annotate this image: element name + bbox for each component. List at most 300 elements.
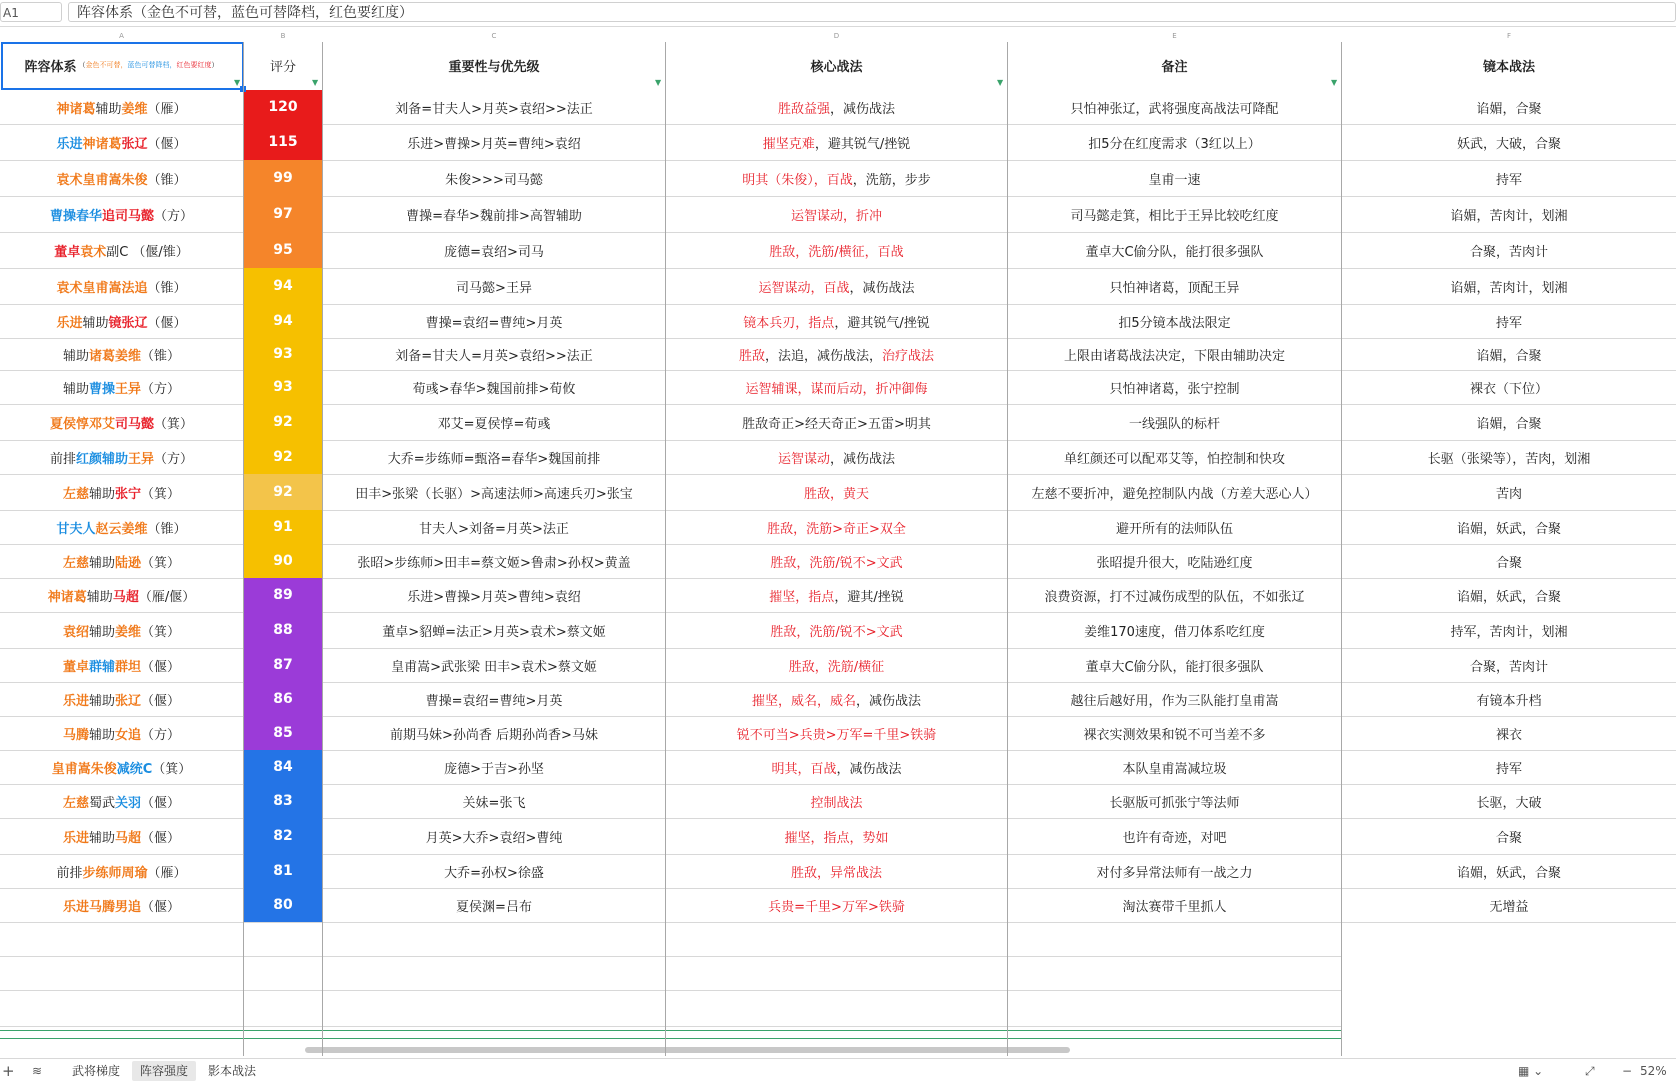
- text-run: ，减伤战法: [830, 101, 896, 117]
- priority-cell[interactable]: 关妹=张飞: [462, 795, 526, 811]
- text-run: 镜本兵刃，指点: [743, 315, 835, 331]
- notes-cell[interactable]: 董卓大C偷分队，能打很多强队: [1085, 244, 1264, 260]
- notes-cell[interactable]: 左慈不要折冲，避免控制队内战（方差大恶心人）: [1031, 486, 1318, 502]
- header-notes[interactable]: 备注: [1161, 59, 1188, 75]
- priority-cell[interactable]: 庞德=袁绍>司马: [444, 244, 544, 260]
- header-mirror-tactics[interactable]: 镜本战法: [1482, 59, 1535, 75]
- text-run: 朱俊: [90, 761, 117, 777]
- lineup-cell[interactable]: [0, 510, 243, 544]
- mirror-tactics-cell[interactable]: 谄媚，苦肉计，划湘: [1450, 208, 1568, 224]
- zoom-level[interactable]: 52%: [1640, 1064, 1667, 1078]
- priority-cell[interactable]: 庞德>于吉>孙坚: [444, 761, 544, 777]
- mirror-tactics-cell[interactable]: 长驱，大破: [1476, 795, 1542, 811]
- text-run: 姜维: [115, 624, 142, 640]
- text-run: 运智谋动，折冲: [790, 208, 882, 224]
- text-run: （偃）: [147, 136, 187, 152]
- lineup-cell[interactable]: [0, 124, 243, 160]
- lineup-cell[interactable]: [0, 612, 243, 648]
- notes-cell[interactable]: 董卓大C偷分队，能打很多强队: [1085, 659, 1264, 675]
- score-cell[interactable]: 93: [244, 338, 322, 370]
- header-lineup[interactable]: 阵容体系 （金色不可替，蓝色可替降档，红色要红度）: [24, 59, 219, 75]
- lineup-cell[interactable]: [0, 544, 243, 578]
- notes-cell[interactable]: 司马懿走箕，相比于王异比较吃红度: [1070, 208, 1279, 224]
- core-tactics-cell[interactable]: [666, 818, 1007, 854]
- priority-cell[interactable]: 夏侯渊=吕布: [456, 899, 532, 915]
- mirror-tactics-cell[interactable]: 苦肉: [1495, 486, 1522, 502]
- mirror-tactics-cell[interactable]: 持军: [1495, 315, 1522, 331]
- table-row: [0, 90, 1676, 125]
- zoom-out-icon[interactable]: −: [1622, 1064, 1633, 1078]
- add-sheet-icon[interactable]: +: [2, 1062, 15, 1080]
- mirror-tactics-cell[interactable]: 合聚: [1495, 830, 1522, 846]
- notes-cell[interactable]: 张昭提升很大，吃陆逊红度: [1096, 555, 1253, 571]
- text-run: （方）: [154, 208, 194, 224]
- text-run: 明其（朱俊），百战: [742, 172, 853, 188]
- text-run: （雁/偃）: [138, 589, 196, 605]
- table-row: [0, 474, 1676, 511]
- text-run: 胜敌，异常战法: [790, 865, 882, 881]
- notes-cell[interactable]: 上限由诸葛战法决定，下限由辅助决定: [1063, 348, 1285, 364]
- text-run: 乐进: [56, 136, 83, 152]
- score-cell[interactable]: 89: [244, 578, 322, 612]
- mirror-tactics-cell[interactable]: 谄媚，合聚: [1476, 348, 1542, 364]
- score-cell[interactable]: 97: [244, 196, 322, 232]
- table-row: [0, 888, 1676, 923]
- text-run: 姜维: [115, 348, 142, 364]
- header-score[interactable]: 评分: [269, 59, 296, 75]
- text-run: 皇甫嵩: [51, 761, 91, 777]
- core-tactics-cell[interactable]: [666, 196, 1007, 232]
- notes-cell[interactable]: 单红颜还可以配邓艾等，怕控制和快攻: [1063, 451, 1285, 467]
- score-cell[interactable]: 92: [244, 440, 322, 474]
- mirror-tactics-cell[interactable]: 合聚，苦肉计: [1469, 244, 1548, 260]
- formula-bar: [0, 0, 1676, 27]
- text-run: ，减伤战法: [830, 451, 896, 467]
- priority-cell[interactable]: 前期马妹>孙尚香 后期孙尚香>马妹: [390, 727, 598, 743]
- tab-wujiang[interactable]: 武将梯度: [72, 1064, 121, 1078]
- text-run: 摧坚，指点，势如: [784, 830, 889, 846]
- lineup-cell[interactable]: [0, 196, 243, 232]
- score-cell[interactable]: 115: [244, 124, 322, 160]
- table-row: [0, 682, 1676, 717]
- lineup-cell[interactable]: [0, 160, 243, 196]
- priority-cell[interactable]: 月英>大乔>袁绍>曹纯: [425, 830, 563, 846]
- text-run: 朱俊: [121, 172, 148, 188]
- table-row: [0, 510, 1676, 545]
- text-run: 运智谋动: [777, 451, 830, 467]
- core-tactics-cell[interactable]: [666, 578, 1007, 612]
- table-row: [0, 612, 1676, 649]
- text-run: 胜敌奇正>经天奇正>五雷>明其: [742, 416, 931, 432]
- notes-cell[interactable]: 越往后越好用，作为三队能打皇甫嵩: [1070, 693, 1279, 709]
- lineup-cell[interactable]: [0, 578, 243, 612]
- notes-cell[interactable]: 扣5分镜本战法限定: [1118, 315, 1231, 331]
- priority-cell[interactable]: 乐进>曹操>月英>曹纯>袁绍: [407, 589, 581, 605]
- text-run: （锥）: [147, 521, 187, 537]
- horizontal-scrollbar[interactable]: [305, 1047, 1070, 1053]
- text-run: 男追: [115, 899, 142, 915]
- table-row: [0, 160, 1676, 197]
- text-run: 副C （偃/锥）: [106, 244, 189, 260]
- priority-cell[interactable]: 张昭>步练师>田丰=蔡文姬>鲁肃>孙权>黄盖: [357, 555, 631, 571]
- lineup-cell[interactable]: [0, 232, 243, 268]
- table-row: [0, 440, 1676, 475]
- core-tactics-cell[interactable]: [666, 90, 1007, 124]
- mirror-tactics-cell[interactable]: 谄媚，合聚: [1476, 416, 1542, 432]
- core-tactics-cell[interactable]: [666, 304, 1007, 338]
- text-run: 张辽: [115, 693, 142, 709]
- notes-cell[interactable]: 长驱版可抓张宁等法师: [1109, 795, 1240, 811]
- notes-cell[interactable]: 只怕神诸葛，张宁控制: [1109, 381, 1240, 397]
- text-run: 前排: [56, 865, 83, 881]
- text-run: 控制战法: [810, 795, 863, 811]
- text-run: （偃）: [141, 795, 181, 811]
- sheet-list-icon[interactable]: ≋: [32, 1064, 43, 1078]
- text-run: 追司马懿: [102, 208, 155, 224]
- notes-cell[interactable]: 避开所有的法师队伍: [1115, 521, 1233, 537]
- core-tactics-cell[interactable]: [666, 160, 1007, 196]
- priority-cell[interactable]: 荀彧>春华>魏国前排>荀攸: [412, 381, 576, 397]
- text-run: （锥）: [141, 348, 181, 364]
- text-run: 陆逊: [115, 555, 142, 571]
- core-tactics-cell[interactable]: [666, 124, 1007, 160]
- mirror-tactics-cell[interactable]: 有镜本升档: [1476, 693, 1542, 709]
- lineup-cell[interactable]: [0, 888, 243, 922]
- core-tactics-cell[interactable]: [666, 888, 1007, 922]
- column-divider: [1007, 42, 1008, 1056]
- text-run: 摧坚，威名，威名: [751, 693, 856, 709]
- score-cell[interactable]: 90: [244, 544, 322, 578]
- lineup-cell[interactable]: [0, 750, 243, 784]
- column-letter[interactable]: E: [1172, 32, 1177, 40]
- empty-row[interactable]: [0, 990, 1342, 1027]
- notes-cell[interactable]: 裸衣实测效果和锐不可当差不多: [1083, 727, 1266, 743]
- mirror-tactics-cell[interactable]: 妖武，大破，合聚: [1456, 136, 1561, 152]
- notes-cell[interactable]: 本队皇甫嵩减垃圾: [1122, 761, 1227, 777]
- priority-cell[interactable]: 田丰>张梁（长驱）>高速法师>高速兵刃>张宝: [355, 486, 633, 502]
- score-cell[interactable]: 83: [244, 784, 322, 818]
- text-run: 辅助: [86, 589, 113, 605]
- text-run: 减统C: [116, 761, 153, 777]
- priority-cell[interactable]: 曹操=春华>魏前排>高智辅助: [406, 208, 582, 224]
- text-run: （偃）: [141, 693, 181, 709]
- text-run: 步练师: [82, 865, 122, 881]
- score-cell[interactable]: 93: [244, 370, 322, 404]
- priority-cell[interactable]: 邓艾=夏侯惇=荀彧: [437, 416, 551, 432]
- score-cell[interactable]: 88: [244, 612, 322, 648]
- priority-cell[interactable]: 刘备=甘夫人>月英>袁绍>>法正: [395, 101, 593, 117]
- text-run: 甘夫人: [56, 521, 96, 537]
- lineup-cell[interactable]: [0, 338, 243, 370]
- table-row: [0, 578, 1676, 613]
- text-run: ，减伤战法: [849, 280, 915, 296]
- notes-cell[interactable]: 皇甫一速: [1148, 172, 1201, 188]
- text-run: （雁）: [147, 865, 187, 881]
- text-run: 辅助: [88, 727, 115, 743]
- mirror-tactics-cell[interactable]: 裸衣: [1495, 727, 1522, 743]
- text-run: 夏侯惇: [49, 416, 89, 432]
- text-run: 乐进: [62, 899, 89, 915]
- filter-icon[interactable]: ▼: [655, 78, 662, 87]
- score-cell[interactable]: 86: [244, 682, 322, 716]
- lineup-cell[interactable]: [0, 716, 243, 750]
- text-run: 姜维: [121, 521, 148, 537]
- table-row: [0, 124, 1676, 161]
- text-run: 胜敌，洗筋/横征，百战: [769, 244, 904, 260]
- lineup-cell[interactable]: [0, 784, 243, 818]
- text-run: （锥）: [147, 172, 187, 188]
- text-run: 皇甫嵩: [82, 280, 122, 296]
- column-divider: [1341, 42, 1342, 1056]
- text-run: 红颜辅助: [75, 451, 128, 467]
- core-tactics-cell[interactable]: [666, 854, 1007, 888]
- priority-cell[interactable]: 大乔=步练师=甄洛=春华>魏国前排: [387, 451, 601, 467]
- core-tactics-cell[interactable]: [666, 404, 1007, 440]
- text-run: （箕）: [154, 416, 194, 432]
- text-run: 左慈: [62, 486, 89, 502]
- text-run: （偃）: [141, 659, 181, 675]
- text-run: 蜀武: [88, 795, 115, 811]
- priority-cell[interactable]: 曹操=袁绍=曹纯>月英: [425, 315, 563, 331]
- column-divider: [322, 42, 323, 1056]
- lineup-cell[interactable]: [0, 304, 243, 338]
- text-run: ，减伤战法: [836, 761, 902, 777]
- text-run: 马腾: [88, 899, 115, 915]
- score-cell[interactable]: 84: [244, 750, 322, 784]
- priority-cell[interactable]: 甘夫人>刘备=月英>法正: [419, 521, 569, 537]
- header-priority[interactable]: 重要性与优先级: [448, 59, 540, 75]
- core-tactics-cell[interactable]: [666, 544, 1007, 578]
- mirror-tactics-cell[interactable]: 谄媚，妖武，合聚: [1456, 865, 1561, 881]
- text-run: 辅助: [62, 348, 89, 364]
- text-run: 胜敌，洗筋>奇正>双全: [767, 521, 906, 537]
- text-run: ，避其/挫锐: [834, 589, 904, 605]
- text-run: ，洗筋，步步: [852, 172, 931, 188]
- notes-cell[interactable]: 浪费资源，打不过减伤成型的队伍，不如张辽: [1044, 589, 1305, 605]
- text-run: 袁绍: [62, 624, 89, 640]
- tab-lineup[interactable]: 阵容强度: [132, 1061, 196, 1081]
- text-run: 曹操: [88, 381, 115, 397]
- name-box[interactable]: A1: [0, 2, 62, 22]
- score-cell[interactable]: 87: [244, 648, 322, 682]
- text-run: 法追: [121, 280, 148, 296]
- mirror-tactics-cell[interactable]: 谄媚，妖武，合聚: [1456, 589, 1561, 605]
- core-tactics-cell[interactable]: [666, 338, 1007, 370]
- core-tactics-cell[interactable]: [666, 648, 1007, 682]
- mirror-tactics-cell[interactable]: 无增益: [1489, 899, 1529, 915]
- text-run: ，法追，减伤战法，: [764, 348, 882, 364]
- core-tactics-cell[interactable]: [666, 370, 1007, 404]
- text-run: 治疗战法: [882, 348, 935, 364]
- table-row: [0, 648, 1676, 683]
- mirror-tactics-cell[interactable]: 合聚: [1495, 555, 1522, 571]
- table-row: [0, 750, 1676, 785]
- lineup-cell[interactable]: [0, 90, 243, 124]
- notes-cell[interactable]: 也许有奇迹，对吧: [1122, 830, 1227, 846]
- core-tactics-cell[interactable]: [666, 268, 1007, 304]
- mirror-tactics-cell[interactable]: 长驱（张梁等），苦肉，划湘: [1427, 451, 1591, 467]
- notes-cell[interactable]: 只怕神张辽，武将强度高战法可降配: [1070, 101, 1279, 117]
- filter-icon[interactable]: ▼: [312, 78, 319, 87]
- text-run: 神诸葛: [56, 101, 96, 117]
- sheet-tab-bar: [0, 1058, 1676, 1083]
- priority-cell[interactable]: 皇甫嵩>武张梁 田丰>袁术>蔡文姬: [391, 659, 597, 675]
- fullscreen-icon[interactable]: ⤢: [1585, 1064, 1595, 1078]
- text-run: （箕）: [141, 624, 181, 640]
- empty-row[interactable]: [0, 922, 1342, 957]
- core-tactics-cell[interactable]: [666, 510, 1007, 544]
- text-run: 群辅: [88, 659, 115, 675]
- text-run: （锥）: [147, 280, 187, 296]
- notes-cell[interactable]: 一线强队的标杆: [1128, 416, 1220, 432]
- core-tactics-cell[interactable]: [666, 784, 1007, 818]
- table-row: [0, 818, 1676, 855]
- table-row: [0, 784, 1676, 819]
- mirror-tactics-cell[interactable]: 裸衣（下位）: [1469, 381, 1548, 397]
- empty-row[interactable]: [0, 956, 1342, 991]
- score-cell[interactable]: 91: [244, 510, 322, 544]
- notes-cell[interactable]: 只怕神诸葛，顶配王异: [1109, 280, 1240, 296]
- text-run: （方）: [154, 451, 194, 467]
- core-tactics-cell[interactable]: [666, 440, 1007, 474]
- filter-icon[interactable]: ▼: [234, 78, 241, 87]
- priority-cell[interactable]: 朱俊>>>司马懿: [445, 172, 543, 188]
- text-run: ，减伤战法: [856, 693, 922, 709]
- text-run: 姜维: [121, 101, 148, 117]
- score-cell[interactable]: 92: [244, 404, 322, 440]
- notes-cell[interactable]: 扣5分在红度需求（3红以上）: [1088, 136, 1261, 152]
- mirror-tactics-cell[interactable]: 谄媚，合聚: [1476, 101, 1542, 117]
- score-cell[interactable]: 94: [244, 268, 322, 304]
- core-tactics-cell[interactable]: [666, 750, 1007, 784]
- priority-cell[interactable]: 乐进>曹操>月英=曹纯>袁绍: [407, 136, 581, 152]
- table-row: [0, 716, 1676, 751]
- text-run: 司马懿: [115, 416, 155, 432]
- column-letter[interactable]: D: [833, 32, 840, 40]
- table-row: [0, 304, 1676, 339]
- score-cell[interactable]: 95: [244, 232, 322, 268]
- column-divider: [665, 42, 666, 1056]
- text-run: 董卓: [62, 659, 89, 675]
- notes-cell[interactable]: 对付多异常法师有一战之力: [1096, 865, 1253, 881]
- text-run: （偃）: [147, 315, 187, 331]
- text-run: 诸葛: [88, 348, 115, 364]
- score-cell[interactable]: 81: [244, 854, 322, 888]
- core-tactics-cell[interactable]: [666, 612, 1007, 648]
- lineup-cell[interactable]: [0, 854, 243, 888]
- column-letter[interactable]: A: [119, 32, 124, 40]
- filter-icon[interactable]: ▼: [997, 78, 1004, 87]
- table-row: [0, 268, 1676, 305]
- text-run: 辅助: [88, 693, 115, 709]
- text-run: 摧坚克难: [762, 136, 815, 152]
- text-run: 辅助: [88, 624, 115, 640]
- text-run: 关羽: [115, 795, 142, 811]
- mirror-tactics-cell[interactable]: 谄媚，苦肉计，划湘: [1450, 280, 1568, 296]
- text-run: 运智辅课，谋而后动，折冲御侮: [745, 381, 928, 397]
- score-cell[interactable]: 85: [244, 716, 322, 750]
- text-run: 胜敌: [738, 348, 765, 364]
- score-cell[interactable]: 92: [244, 474, 322, 510]
- column-letter[interactable]: B: [280, 32, 286, 40]
- lineup-cell[interactable]: [0, 404, 243, 440]
- core-tactics-cell[interactable]: [666, 232, 1007, 268]
- filter-icon[interactable]: ▼: [1331, 78, 1338, 87]
- lineup-cell[interactable]: [0, 818, 243, 854]
- core-tactics-cell[interactable]: [666, 474, 1007, 510]
- view-mode-icon[interactable]: ▦ ⌄: [1518, 1064, 1544, 1078]
- mirror-tactics-cell[interactable]: 谄媚，妖武，合聚: [1456, 521, 1561, 537]
- mirror-tactics-cell[interactable]: 合聚，苦肉计: [1469, 659, 1548, 675]
- core-tactics-cell[interactable]: [666, 716, 1007, 750]
- text-run: 马腾: [62, 727, 89, 743]
- text-run: 乐进: [56, 315, 83, 331]
- lineup-cell[interactable]: [0, 474, 243, 510]
- text-run: 马超: [112, 589, 139, 605]
- text-run: 运智谋动，百战: [758, 280, 850, 296]
- text-run: 袁术: [56, 172, 83, 188]
- table-row: [0, 338, 1676, 371]
- freeze-line: [0, 1030, 1342, 1031]
- text-run: 王异: [128, 451, 155, 467]
- lineup-cell[interactable]: [0, 648, 243, 682]
- score-cell[interactable]: 99: [244, 160, 322, 196]
- lineup-cell[interactable]: [0, 440, 243, 474]
- score-cell[interactable]: 120: [244, 90, 322, 124]
- priority-cell[interactable]: 曹操=袁绍=曹纯>月英: [425, 693, 563, 709]
- tab-mirror[interactable]: 影本战法: [208, 1064, 257, 1078]
- lineup-cell[interactable]: [0, 268, 243, 304]
- text-run: 辅助: [88, 555, 115, 571]
- column-letter[interactable]: F: [1506, 32, 1512, 40]
- header-core-tactics[interactable]: 核心战法: [810, 59, 863, 75]
- text-run: 前排: [49, 451, 76, 467]
- table-row: [0, 370, 1676, 405]
- text-run: （偃）: [141, 899, 181, 915]
- mirror-tactics-cell[interactable]: 持军: [1495, 172, 1522, 188]
- text-run: 皇甫嵩: [82, 172, 122, 188]
- score-cell[interactable]: 94: [244, 304, 322, 338]
- column-divider: [243, 42, 244, 1056]
- text-run: 胜敌，黄天: [803, 486, 869, 502]
- lineup-cell[interactable]: [0, 370, 243, 404]
- formula-input[interactable]: 阵容体系（金色不可替，蓝色可替降档，红色要红度）: [68, 2, 1676, 22]
- text-run: 辅助: [88, 486, 115, 502]
- mirror-tactics-cell[interactable]: 持军: [1495, 761, 1522, 777]
- text-run: 胜敌益强: [777, 101, 830, 117]
- priority-cell[interactable]: 司马懿>王异: [456, 280, 532, 296]
- notes-cell[interactable]: 淘汰赛带千里抓人: [1122, 899, 1227, 915]
- text-run: （箕）: [152, 761, 192, 777]
- priority-cell[interactable]: 董卓>貂蝉=法正>月英>袁术>蔡文姬: [382, 624, 606, 640]
- text-run: （偃）: [141, 830, 181, 846]
- text-run: 张辽: [121, 136, 148, 152]
- text-run: 辅助: [82, 315, 109, 331]
- score-cell[interactable]: 82: [244, 818, 322, 854]
- mirror-tactics-cell[interactable]: 持军，苦肉计，划湘: [1450, 624, 1568, 640]
- priority-cell[interactable]: 大乔=孙权>徐盛: [444, 865, 544, 881]
- column-letter[interactable]: C: [491, 32, 497, 40]
- text-run: 群坦: [115, 659, 142, 675]
- text-run: 辅助: [95, 101, 122, 117]
- core-tactics-cell[interactable]: [666, 682, 1007, 716]
- score-cell[interactable]: 80: [244, 888, 322, 922]
- text-run: 乐进: [62, 830, 89, 846]
- text-run: 女追: [115, 727, 142, 743]
- lineup-cell[interactable]: [0, 682, 243, 716]
- priority-cell[interactable]: 刘备=甘夫人=月英>袁绍>>法正: [395, 348, 593, 364]
- notes-cell[interactable]: 姜维170速度，借刀体系吃红度: [1084, 624, 1265, 640]
